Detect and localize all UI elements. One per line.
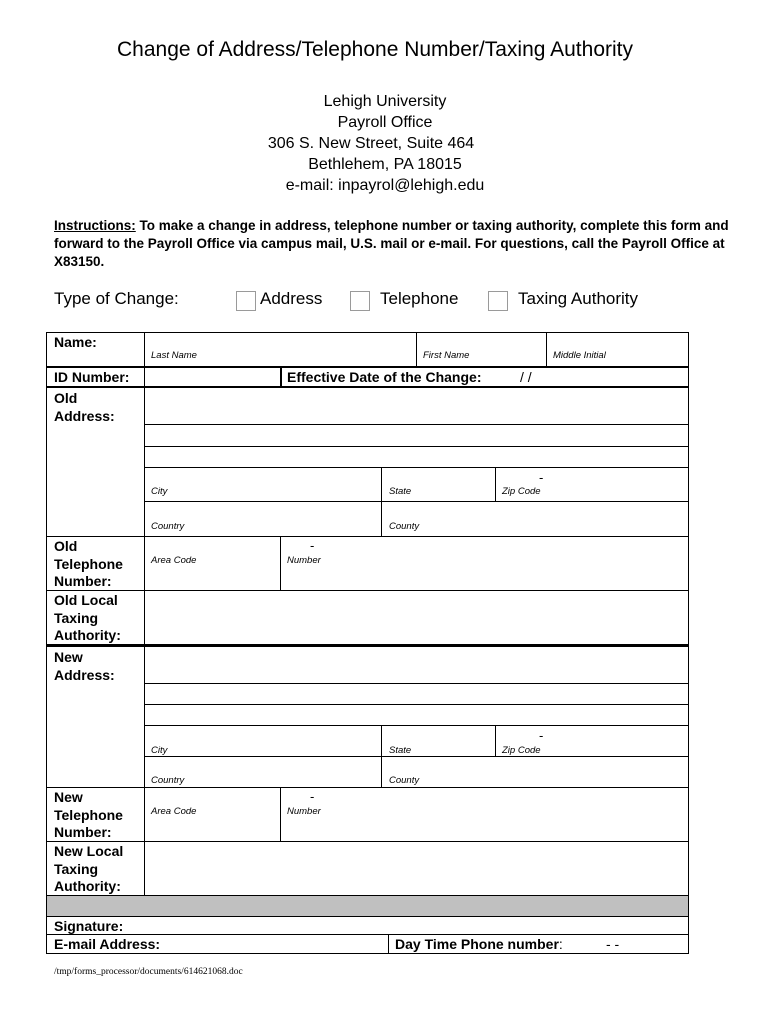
email-address-field[interactable] xyxy=(172,935,388,953)
name-row-bottom xyxy=(46,366,689,368)
telephone-option-label: Telephone xyxy=(380,289,459,308)
new-state-divider xyxy=(381,725,382,788)
type-of-change-label: Type of Change: xyxy=(54,289,179,308)
old-county-caption: County xyxy=(389,521,420,532)
effective-date-field[interactable]: / / xyxy=(520,369,532,385)
new-zip-dash: - xyxy=(539,728,544,743)
old-zip-dash: - xyxy=(539,470,544,485)
old-zip-divider xyxy=(495,467,496,502)
new-taxing-authority-field[interactable] xyxy=(145,842,688,895)
old-city-caption: City xyxy=(151,486,168,497)
org-street: 306 S. New Street, Suite 464 xyxy=(267,135,475,152)
new-address-line-1-field[interactable] xyxy=(145,647,688,683)
new-city-caption: City xyxy=(151,745,168,756)
old-number-caption: Number xyxy=(287,555,321,566)
old-address-line-3-field[interactable] xyxy=(145,447,688,467)
email-divider xyxy=(388,934,389,954)
instructions xyxy=(54,217,734,271)
email-address-label: E-mail Address: xyxy=(54,936,161,952)
org-city: Bethlehem, PA 18015 xyxy=(308,156,462,173)
taxing-authority-option-label: Taxing Authority xyxy=(518,289,639,308)
old-address-line-2-field[interactable] xyxy=(145,425,688,446)
new-address-label: New Address: xyxy=(54,649,115,683)
old-address-line-3 xyxy=(144,467,689,468)
new-state-caption: State xyxy=(389,745,412,756)
new-country-caption: Country xyxy=(151,775,185,786)
new-area-code-caption: Area Code xyxy=(151,806,197,817)
org-name: Lehigh University xyxy=(323,93,447,110)
new-address-line-3-field[interactable] xyxy=(145,705,688,725)
new-zip-caption: Zip Code xyxy=(502,745,541,756)
old-taxing-authority-label: Old Local Taxing Authority: xyxy=(54,592,121,643)
old-phone-dash: - xyxy=(310,538,315,553)
telephone-checkbox[interactable] xyxy=(350,291,370,311)
new-zip-divider xyxy=(495,725,496,757)
new-telephone-label: New Telephone Number: xyxy=(54,789,123,840)
address-option-label: Address xyxy=(260,289,323,308)
old-taxing-authority-field[interactable] xyxy=(145,591,688,644)
old-telephone-label: Old Telephone Number: xyxy=(54,538,123,589)
new-number-caption: Number xyxy=(287,806,321,817)
new-address-line-2-field[interactable] xyxy=(145,684,688,704)
taxing-authority-checkbox[interactable] xyxy=(488,291,508,311)
org-department: Payroll Office xyxy=(337,114,433,131)
day-phone-field[interactable]: - - xyxy=(606,936,620,952)
form-left-border xyxy=(46,332,47,954)
old-area-code-caption: Area Code xyxy=(151,555,197,566)
old-state-divider xyxy=(381,467,382,537)
new-county-caption: County xyxy=(389,775,420,786)
day-phone-label-text: Day Time Phone number xyxy=(395,936,559,952)
instructions-label: Instructions: xyxy=(54,218,136,233)
new-city-row-bottom xyxy=(144,756,689,757)
address-checkbox[interactable] xyxy=(236,291,256,311)
id-number-field[interactable] xyxy=(145,368,280,386)
name-label: Name: xyxy=(54,334,97,350)
id-number-label: ID Number: xyxy=(54,369,130,385)
new-phone-divider xyxy=(280,787,281,842)
signature-field[interactable] xyxy=(135,917,688,934)
day-phone-colon: : xyxy=(558,936,563,952)
old-phone-divider xyxy=(280,536,281,591)
old-address-label: Old Address: xyxy=(54,390,115,424)
form-right-border xyxy=(688,332,689,954)
new-phone-dash: - xyxy=(310,789,315,804)
old-address-line-1-field[interactable] xyxy=(145,389,688,424)
document-path: /tmp/forms_processor/documents/614621068.doc xyxy=(54,967,243,977)
effective-date-label: Effective Date of the Change: xyxy=(287,369,482,385)
old-city-row-bottom xyxy=(144,501,689,502)
form-title: Change of Address/Telephone Number/Taxing Authority xyxy=(117,38,633,61)
last-name-caption: Last Name xyxy=(151,350,197,361)
first-name-caption: First Name xyxy=(423,350,470,361)
old-state-caption: State xyxy=(389,486,412,497)
old-country-caption: Country xyxy=(151,521,185,532)
day-phone-label xyxy=(395,936,563,954)
old-address-bottom xyxy=(46,536,689,537)
org-email: e-mail: inpayrol@lehigh.edu xyxy=(285,177,485,194)
new-address-line-3 xyxy=(144,725,689,726)
old-zip-caption: Zip Code xyxy=(502,486,541,497)
new-address-bottom xyxy=(46,787,689,788)
signature-label: Signature: xyxy=(54,918,124,934)
grey-separator-band xyxy=(47,896,688,916)
middle-initial-caption: Middle Initial xyxy=(553,350,606,361)
new-taxing-authority-label: New Local Taxing Authority: xyxy=(54,843,124,894)
id-divider xyxy=(280,367,282,387)
instructions-text: To make a change in address, telephone number or taxing authority, complete this form and forward to the Payroll Office via campus mail, U.S. mail or e-mail. For questions, call the Payroll Office at X83150. xyxy=(54,218,729,269)
